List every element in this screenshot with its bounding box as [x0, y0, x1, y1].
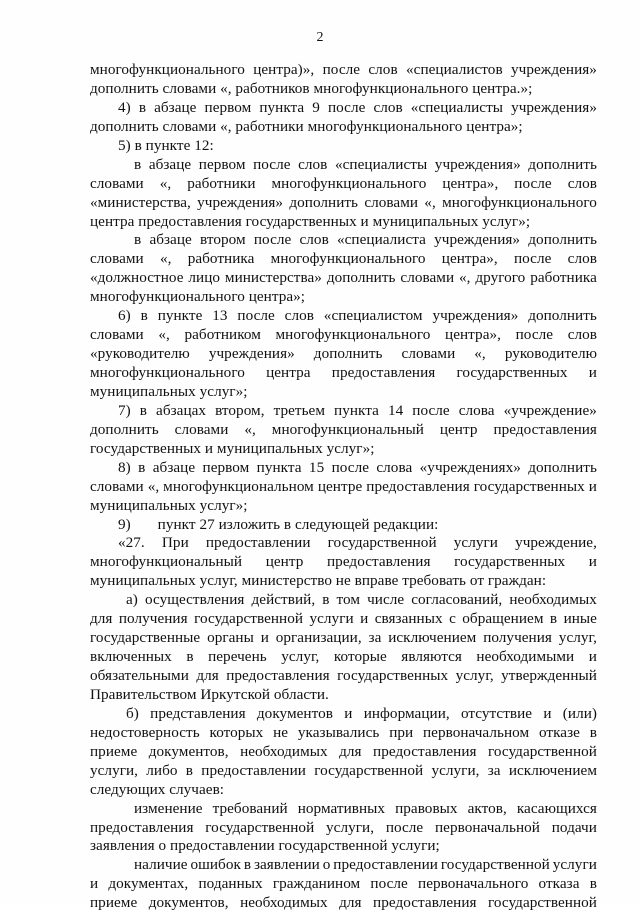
text-line: центра предоставления государственных и муниципальных услуг»; — [90, 212, 531, 230]
text-line: «руководителю учреждения» дополнить словами «, руководителю — [90, 345, 597, 363]
text-line: «27. При предоставлении государственной услуги учреждение, — [118, 534, 597, 552]
text-line: заявления о предоставлении государственной услуги; — [90, 837, 440, 855]
text-line: многофункционального центра»; — [90, 288, 306, 306]
text-line: государственные органы и организации, за исключением получения услуг, — [90, 629, 597, 647]
text-line: изменение требований нормативных правовых актов, касающихся — [134, 799, 597, 817]
text-line: 6) в пункте 13 после слов «специалистом учреждения» дополнить — [118, 307, 597, 325]
text-line: словами «, работника многофункционального центра», после слов — [90, 250, 597, 268]
text-line: приеме документов, необходимых для предоставления государственной — [90, 742, 597, 760]
text-line: а) осуществления действий, в том числе согласований, необходимых — [126, 591, 597, 609]
text-line: в абзаце втором после слов «специалиста учреждения» дополнить — [134, 231, 597, 249]
text-line: в абзаце первом после слов «специалисты учреждения» дополнить — [134, 155, 597, 173]
text-line: предоставления государственной услуги, после первоначальной подачи — [90, 818, 597, 836]
text-line: словами «, многофункциональном центре предоставления государственных и — [90, 477, 597, 495]
text-line: государственных и муниципальных услуг»; — [90, 439, 375, 457]
text-line: многофункционального центра предоставления государственных и — [90, 364, 597, 381]
text-line: наличие ошибок в заявлении о предоставлении государственной услуги — [134, 856, 597, 874]
text-line: словами «, работником многофункционального центра», после слов — [90, 326, 597, 344]
text-line: 5) в пункте 12: — [118, 136, 214, 154]
text-line: и документах, поданных гражданином после первоначального отказа в — [90, 875, 597, 893]
text-line: включенных в перечень услуг, которые являются необходимыми и — [90, 648, 597, 666]
text-line: Правительством Иркутской области. — [90, 685, 329, 703]
text-line: дополнить словами «, работники многофункционального центра»; — [90, 117, 523, 135]
document-body — [90, 61, 597, 913]
text-line: дополнить словами «, многофункциональный центр предоставления — [90, 420, 597, 438]
text-line: недостоверность которых не указывались при первоначальном отказе в — [90, 723, 597, 741]
text-line: 7) в абзацах втором, третьем пункта 14 после слова «учреждение» — [118, 401, 597, 419]
text-line: б) представления документов и информации, отсутствие и (или) — [126, 704, 597, 722]
page-number: 2 — [316, 30, 324, 45]
text-line: 8) в абзаце первом пункта 15 после слова «учреждениях» дополнить — [118, 458, 597, 476]
text-line: муниципальных услуг»; — [90, 496, 248, 514]
text-line: многофункциональный центр предоставления государственных и — [90, 553, 597, 571]
text-line: «должностное лицо министерства» дополнить словами «, другого работника — [90, 269, 597, 287]
text-line: «министерства, учреждения» дополнить словами «, многофункционального — [90, 193, 597, 211]
text-line: услуги, либо в предоставлении государственной услуги, за исключением — [90, 761, 597, 779]
text-line: 9) пункт 27 изложить в следующей редакции: — [118, 515, 439, 533]
text-line: обязательными для предоставления государственных услуг, утвержденный — [90, 667, 597, 684]
text-line: приеме документов, необходимых для предоставления государственной — [90, 894, 597, 912]
text-line: для получения государственной услуги и связанных с обращением в иные — [90, 610, 597, 628]
text-line: следующих случаев: — [90, 780, 225, 798]
text-line: 4) в абзаце первом пункта 9 после слов «специалисты учреждения» — [118, 98, 597, 116]
text-line: муниципальных услуг»; — [90, 382, 248, 400]
text-line: словами «, работники многофункционального центра», после слов — [90, 174, 597, 192]
text-line: муниципальных услуг, министерство не вправе требовать от граждан: — [90, 572, 547, 590]
text-line: дополнить словами «, работников многофункционального центра.»; — [90, 79, 533, 97]
text-line: многофункционального центра)», после слов «специалистов учреждения» — [90, 61, 597, 78]
